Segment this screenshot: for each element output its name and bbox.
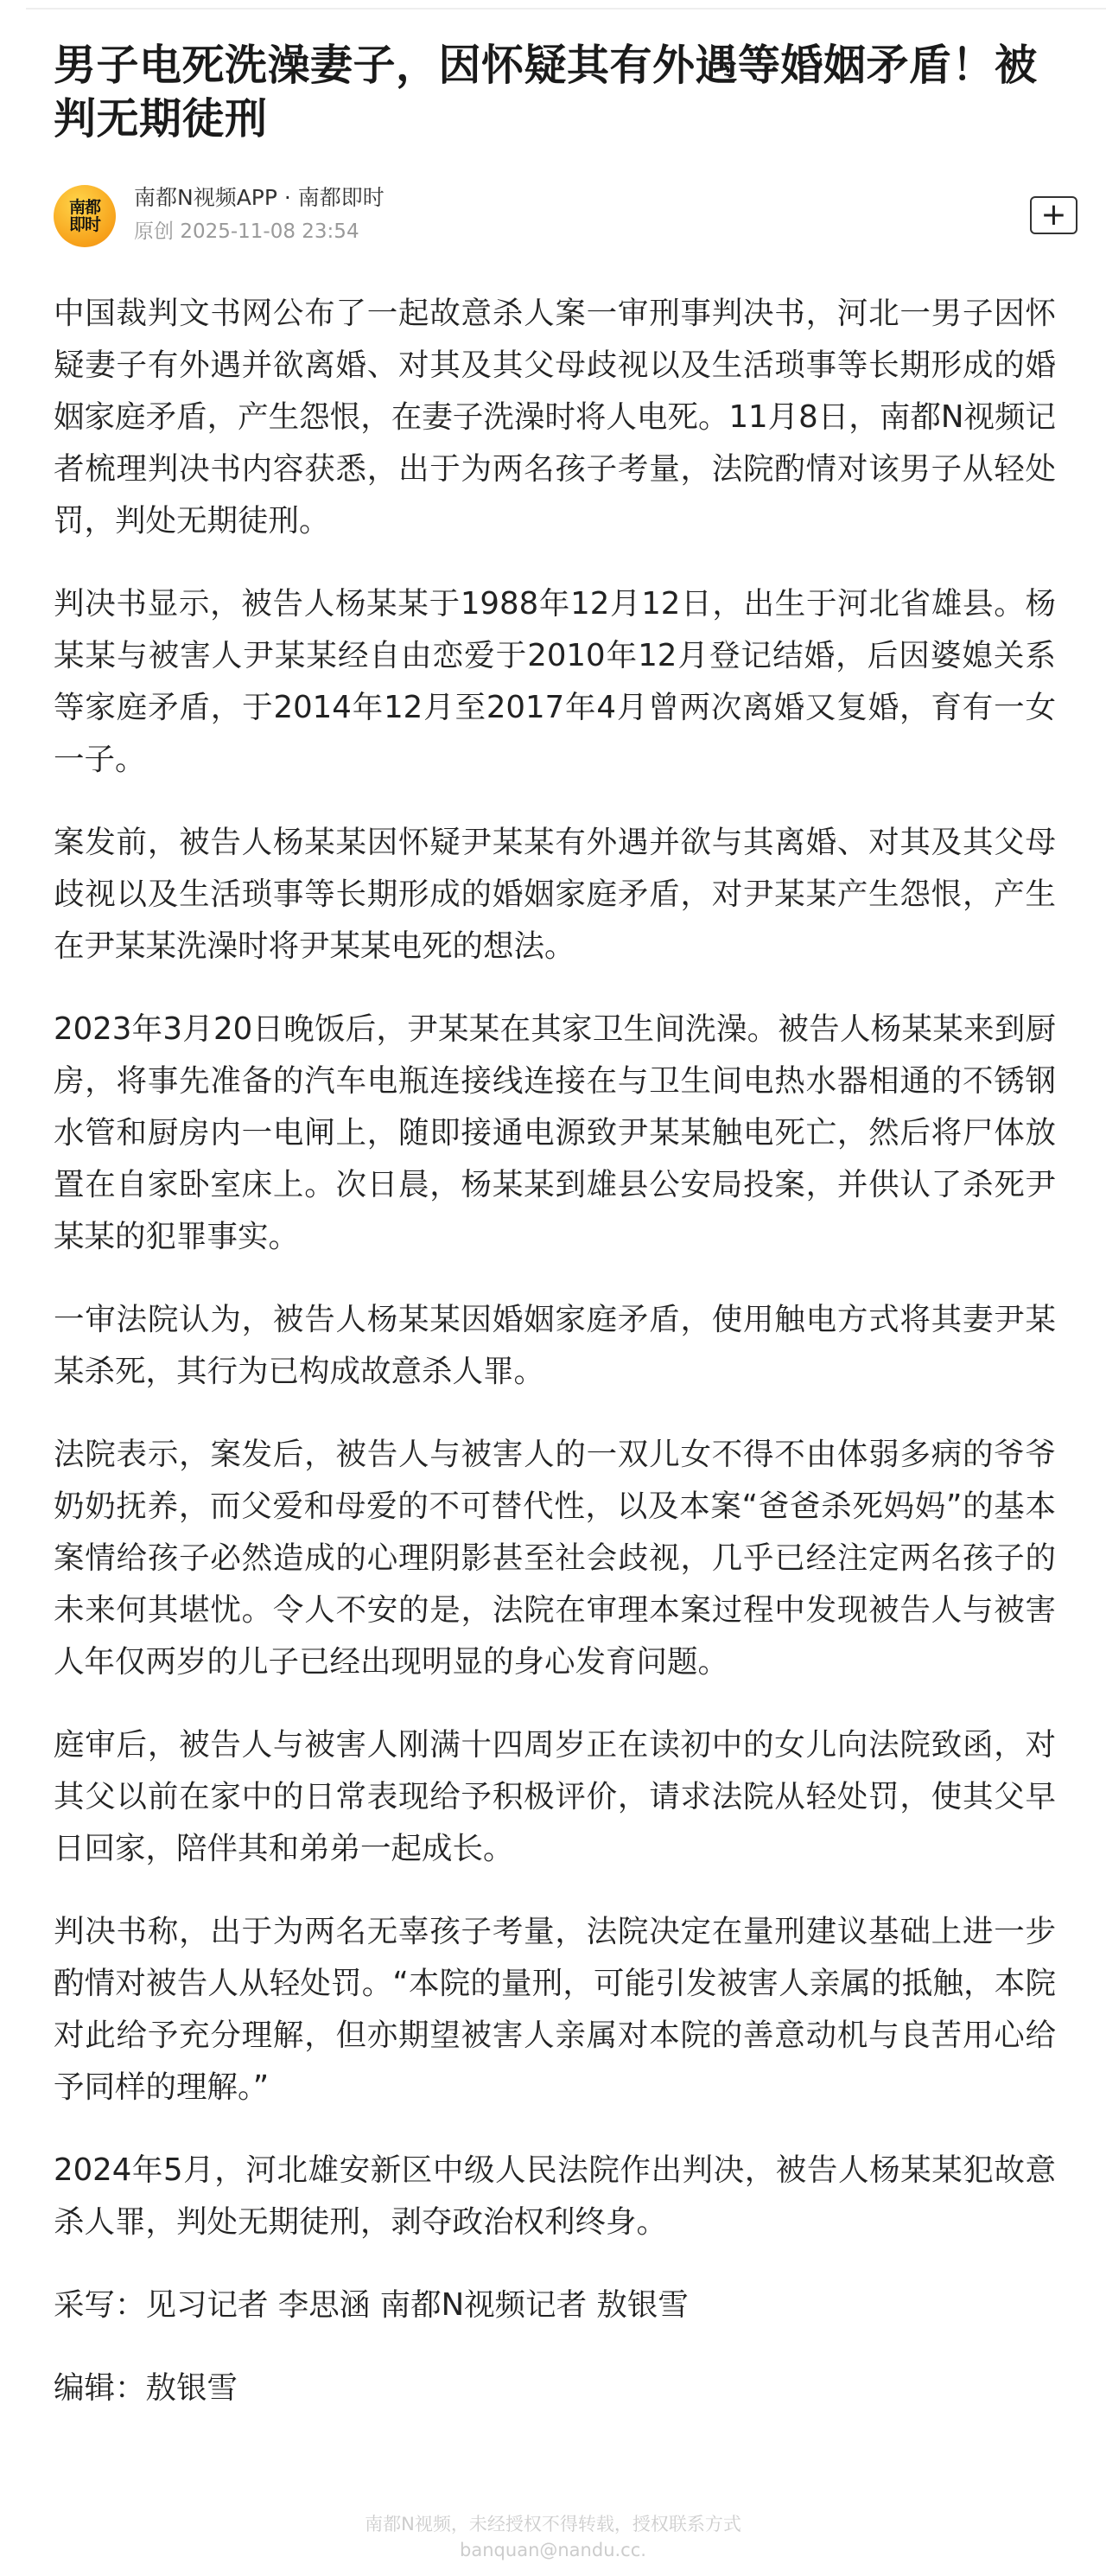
copyright-text: 南都N视频，未经授权不得转载，授权联系方式 xyxy=(365,2514,741,2535)
paragraph: 法院表示，案发后，被告人与被害人的一双儿女不得不由体弱多病的爷爷奶奶抚养，而父爱和母爱的不可替代性，以及本案“爸爸杀死妈妈”的基本案情给孩子必然造成的心理阴影甚至社会歧视，几乎已经注定两名孩子的未来何其堪忧。令人不安的是，法院在审理本案过程中发现被告人与被害人年仅两岁的儿子已经出现明显的身心发育问题。 xyxy=(54,1437,1056,1680)
copyright-email: banquan@nandu.cc. xyxy=(460,2540,646,2560)
reporter-credit: 采写：见习记者 李思涵 南都N视频记者 敖银雪 xyxy=(54,2287,689,2323)
paragraph: 判决书显示，被告人杨某某于1988年12月12日，出生于河北省雄县。杨某某与被害人尹某某经自由恋爱于2010年12月登记结婚，后因婆媳关系等家庭矛盾，于2014年12月至2017年4月曾两次离婚又复婚，育有一女一子。 xyxy=(54,586,1056,777)
article-title: 男子电死洗澡妻子，因怀疑其有外遇等婚姻矛盾！被判无期徒刑 xyxy=(54,41,1038,143)
avatar-logo-text: 即时 xyxy=(68,215,100,234)
paragraph: 一审法院认为，被告人杨某某因婚姻家庭矛盾，使用触电方式将其妻尹某某杀死，其行为已构成故意杀人罪。 xyxy=(54,1302,1056,1389)
paragraph: 庭审后，被告人与被害人刚满十四周岁正在读初中的女儿向法院致函，对其父以前在家中的日常表现给予积极评价，请求法院从轻处罚，使其父早日回家，陪伴其和弟弟一起成长。 xyxy=(54,1727,1056,1866)
publish-meta xyxy=(134,218,359,245)
paragraph: 判决书称，出于为两名无辜孩子考量，法院决定在量刑建议基础上进一步酌情对被告人从轻处罚。“本院的量刑，可能引发被害人亲属的抵触，本院对此给予充分理解，但亦期望被害人亲属对本院的善意动机与良苦用心给予同样的理解。” xyxy=(54,1914,1056,2105)
original-label: 原创 xyxy=(134,220,174,243)
editor-credit: 编辑：敖银雪 xyxy=(54,2370,238,2406)
article-body xyxy=(54,288,1056,2445)
copyright-notice xyxy=(0,2511,1106,2563)
plus-icon: + xyxy=(1040,197,1067,233)
publish-datetime: 2025-11-08 23:54 xyxy=(180,220,359,243)
paragraph: 2023年3月20日晚饭后，尹某某在其家卫生间洗澡。被告人杨某某来到厨房，将事先准备的汽车电瓶连接线连接在与卫生间电热水器相通的不锈钢水管和厨房内一电闸上，随即接通电源致尹某某触电死亡，然后将尸体放置在自家卧室床上。次日晨，杨某某到雄县公安局投案，并供认了杀死尹某某的犯罪事实。 xyxy=(54,1011,1056,1254)
paragraph: 中国裁判文书网公布了一起故意杀人案一审刑事判决书，河北一男子因怀疑妻子有外遇并欲离婚、对其及其父母歧视以及生活琐事等长期形成的婚姻家庭矛盾，产生怨恨，在妻子洗澡时将人电死。11月8日，南都N视频记者梳理判决书内容获悉，出于为两名孩子考量，法院酌情对该男子从轻处罚，判处无期徒刑。 xyxy=(54,296,1056,539)
source-avatar[interactable] xyxy=(54,185,116,247)
paragraph: 2024年5月，河北雄安新区中级人民法院作出判决，被告人杨某某犯故意杀人罪，判处无期徒刑，剥夺政治权利终身。 xyxy=(54,2152,1056,2240)
follow-button[interactable] xyxy=(1030,196,1077,234)
source-name[interactable]: 南都N视频APP · 南都即时 xyxy=(134,185,385,210)
avatar-logo-text: 南都 xyxy=(68,198,100,217)
top-divider xyxy=(26,8,1106,10)
paragraph: 案发前，被告人杨某某因怀疑尹某某有外遇并欲与其离婚、对其及其父母歧视以及生活琐事等长期形成的婚姻家庭矛盾，对尹某某产生怨恨，产生在尹某某洗澡时将尹某某电死的想法。 xyxy=(54,825,1056,964)
